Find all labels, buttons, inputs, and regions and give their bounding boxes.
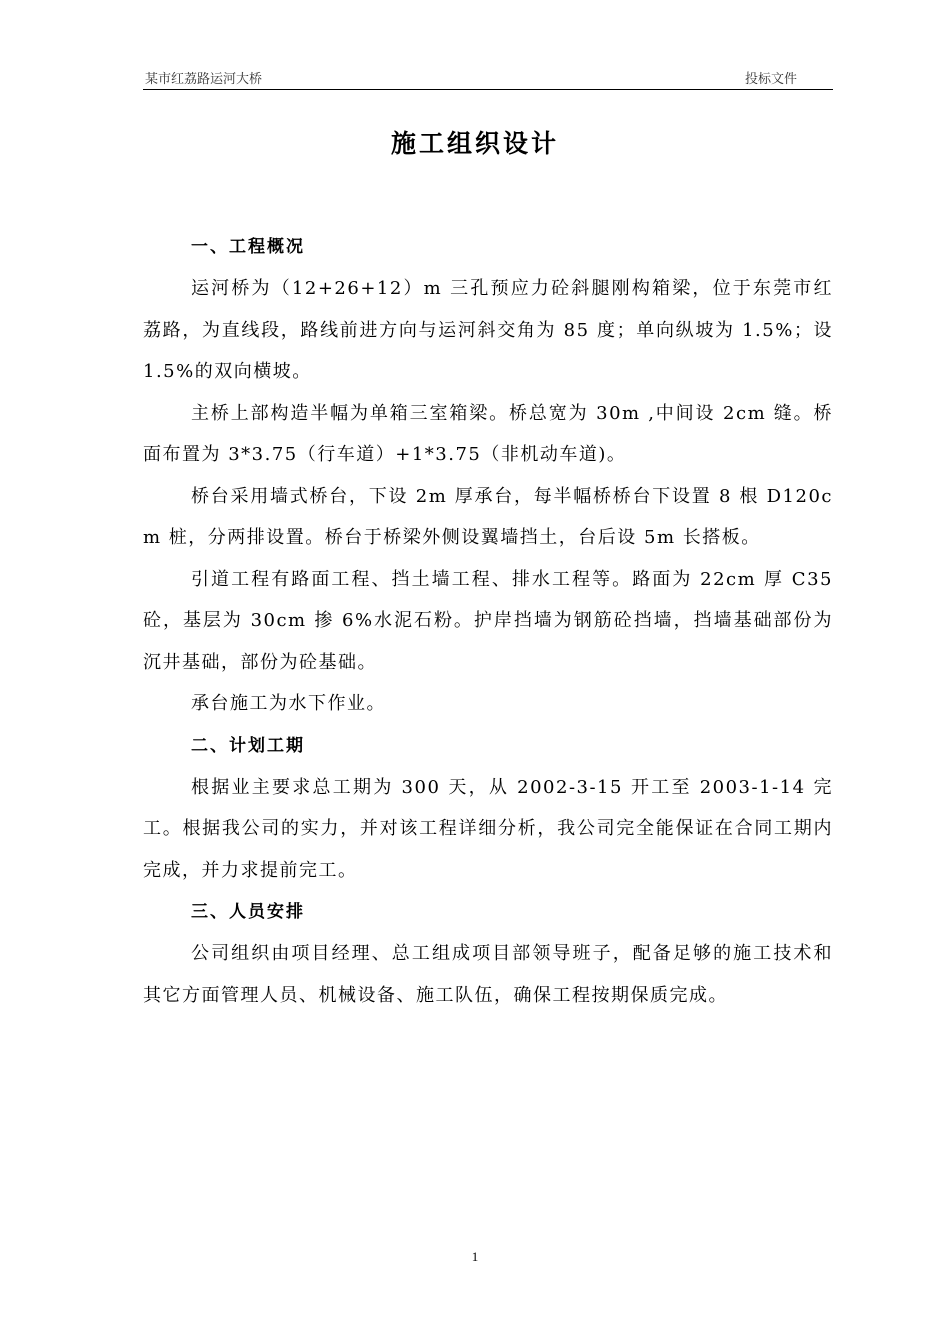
header-project-name: 某市红荔路运河大桥: [145, 71, 263, 86]
paragraph: 引道工程有路面工程、挡土墙工程、排水工程等。路面为 22cm 厚 C35 砼，基层为 30cm 掺 6%水泥石粉。护岸挡墙为钢筋砼挡墙，挡墙基础部份为沉井基础，部份为砼基础。: [143, 568, 833, 673]
paragraph: 根据业主要求总工期为 300 天，从 2002-3-15 开工至 2003-1-14 完工。根据我公司的实力，并对该工程详细分析，我公司完全能保证在合同工期内完成，并力求提前完工。: [143, 776, 833, 881]
page-title: 施工组织设计: [390, 129, 559, 158]
paragraph: 承台施工为水下作业。: [191, 693, 386, 714]
paragraph: 主桥上部构造半幅为单箱三室箱梁。桥总宽为 30m ,中间设 2cm 缝。桥面布置为 3*3.75（行车道）+1*3.75（非机动车道)。: [143, 402, 833, 465]
section-project-overview: [143, 226, 833, 725]
section-staffing: [143, 891, 833, 1016]
section-schedule: [143, 725, 833, 892]
paragraph: 运河桥为（12+26+12）m 三孔预应力砼斜腿刚构箱梁，位于东莞市红荔路，为直线段，路线前进方向与运河斜交角为 85 度；单向纵坡为 1.5%；设 1.5%的双向横坡。: [143, 278, 833, 382]
header-document-type: 投标文件: [744, 71, 797, 86]
page-header: [143, 67, 833, 90]
paragraph: 桥台采用墙式桥台，下设 2m 厚承台，每半幅桥桥台下设置 8 根 D120cm 桩，分两排设置。桥台于桥梁外侧设翼墙挡土，台后设 5m 长搭板。: [143, 485, 833, 548]
document-body: [143, 226, 833, 1016]
section-heading: 二、计划工期: [191, 735, 305, 756]
section-heading: 三、人员安排: [191, 902, 305, 922]
paragraph: 公司组织由项目经理、总工组成项目部领导班子，配备足够的施工技术和其它方面管理人员、机械设备、施工队伍，确保工程按期保质完成。: [143, 943, 833, 1006]
section-heading: 一、工程概况: [191, 237, 305, 257]
page-number: 1: [471, 1249, 479, 1264]
